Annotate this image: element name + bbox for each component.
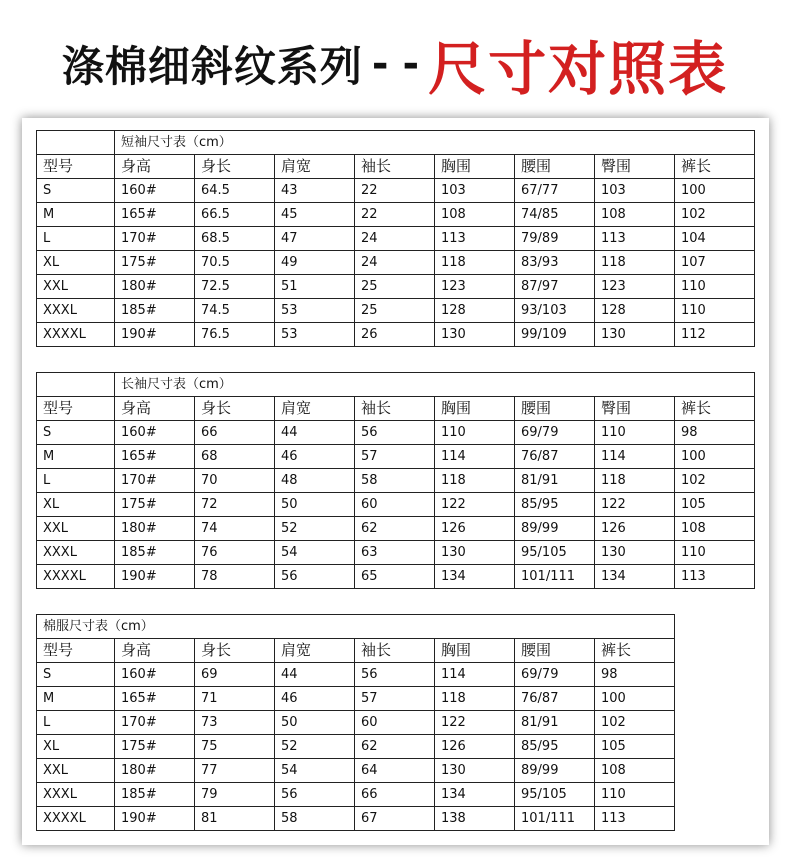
long-sleeve-table <box>36 372 755 589</box>
table-cell: 72.5 <box>195 275 275 299</box>
table-cell: 56 <box>355 663 435 687</box>
caption-spacer <box>37 131 115 155</box>
table-cell: 160# <box>115 179 195 203</box>
table-cell: 56 <box>355 421 435 445</box>
table-cell: 185# <box>115 299 195 323</box>
table-cell: 26 <box>355 323 435 347</box>
table-cell: 108 <box>675 517 755 541</box>
table-row <box>37 179 755 203</box>
table-cell: 105 <box>675 493 755 517</box>
column-header: 身高 <box>115 155 195 179</box>
column-header: 腰围 <box>515 397 595 421</box>
table-cell: 68 <box>195 445 275 469</box>
table-cell: 22 <box>355 179 435 203</box>
table-row <box>37 565 755 589</box>
size-code-cell: XXXL <box>37 541 115 565</box>
table-cell: 112 <box>675 323 755 347</box>
table-cell: 70 <box>195 469 275 493</box>
table-cell: 175# <box>115 493 195 517</box>
table-cell: 118 <box>595 469 675 493</box>
size-code-cell: S <box>37 421 115 445</box>
table-cell: 110 <box>595 783 675 807</box>
table-cell: 45 <box>275 203 355 227</box>
table-cell: 114 <box>595 445 675 469</box>
table-cell: 101/111 <box>515 565 595 589</box>
size-code-cell: XXXXL <box>37 807 115 831</box>
table-cell: 165# <box>115 203 195 227</box>
table-cell: 126 <box>595 517 675 541</box>
table-cell: 123 <box>435 275 515 299</box>
size-code-cell: XXL <box>37 517 115 541</box>
table-caption: 长袖尺寸表（cm） <box>115 373 755 397</box>
table-cell: 81/91 <box>515 711 595 735</box>
table-cell: 126 <box>435 517 515 541</box>
column-header: 身长 <box>195 397 275 421</box>
table-cell: 74/85 <box>515 203 595 227</box>
size-chart-card <box>22 118 769 845</box>
table-cell: 24 <box>355 227 435 251</box>
column-header: 肩宽 <box>275 155 355 179</box>
table-cell: 107 <box>675 251 755 275</box>
table-row <box>37 711 675 735</box>
table-cell: 108 <box>595 759 675 783</box>
table-cell: 98 <box>595 663 675 687</box>
table-cell: 134 <box>595 565 675 589</box>
table-cell: 64.5 <box>195 179 275 203</box>
table-cell: 66 <box>355 783 435 807</box>
table-body <box>37 663 675 831</box>
table-cell: 74 <box>195 517 275 541</box>
table-row <box>37 663 675 687</box>
table-cell: 95/105 <box>515 541 595 565</box>
column-header: 臀围 <box>595 397 675 421</box>
table-cell: 89/99 <box>515 759 595 783</box>
table-cell: 175# <box>115 735 195 759</box>
table-caption: 棉服尺寸表（cm） <box>37 615 675 639</box>
table-cell: 98 <box>675 421 755 445</box>
size-code-cell: XXL <box>37 759 115 783</box>
table-cell: 89/99 <box>515 517 595 541</box>
size-code-cell: M <box>37 445 115 469</box>
table-cell: 190# <box>115 807 195 831</box>
table-cell: 185# <box>115 541 195 565</box>
table-cell: 102 <box>595 711 675 735</box>
table-cell: 110 <box>675 541 755 565</box>
table-cell: 44 <box>275 421 355 445</box>
table-cell: 122 <box>435 711 515 735</box>
table-row <box>37 445 755 469</box>
column-header: 腰围 <box>515 639 595 663</box>
table-cell: 110 <box>675 275 755 299</box>
table-cell: 118 <box>435 251 515 275</box>
table-cell: 72 <box>195 493 275 517</box>
table-cell: 71 <box>195 687 275 711</box>
table-cell: 48 <box>275 469 355 493</box>
table-cell: 52 <box>275 517 355 541</box>
table-cell: 78 <box>195 565 275 589</box>
header-row <box>37 155 755 179</box>
table-cell: 60 <box>355 493 435 517</box>
table-cell: 122 <box>595 493 675 517</box>
title-series: 涤棉细斜纹系列 <box>61 42 363 91</box>
table-cell: 44 <box>275 663 355 687</box>
table-cell: 76 <box>195 541 275 565</box>
table-cell: 83/93 <box>515 251 595 275</box>
table-cell: 65 <box>355 565 435 589</box>
page-title <box>0 22 790 103</box>
cotton-coat-table <box>36 614 675 831</box>
table-cell: 123 <box>595 275 675 299</box>
size-code-cell: XL <box>37 735 115 759</box>
table-cell: 138 <box>435 807 515 831</box>
table-cell: 126 <box>435 735 515 759</box>
table-body <box>37 179 755 347</box>
table-cell: 69/79 <box>515 421 595 445</box>
table-cell: 110 <box>675 299 755 323</box>
table-cell: 67/77 <box>515 179 595 203</box>
table-cell: 99/109 <box>515 323 595 347</box>
table-cell: 56 <box>275 783 355 807</box>
table-caption: 短袖尺寸表（cm） <box>115 131 755 155</box>
table-cell: 104 <box>675 227 755 251</box>
size-code-cell: M <box>37 203 115 227</box>
table-cell: 130 <box>435 759 515 783</box>
size-code-cell: S <box>37 663 115 687</box>
table-cell: 46 <box>275 445 355 469</box>
table-cell: 110 <box>435 421 515 445</box>
table-cell: 180# <box>115 517 195 541</box>
table-row <box>37 807 675 831</box>
table-cell: 93/103 <box>515 299 595 323</box>
table-cell: 24 <box>355 251 435 275</box>
table-row <box>37 275 755 299</box>
table-cell: 190# <box>115 565 195 589</box>
short-sleeve-table <box>36 130 755 347</box>
table-cell: 64 <box>355 759 435 783</box>
size-code-cell: XXXL <box>37 299 115 323</box>
column-header: 肩宽 <box>275 397 355 421</box>
table-cell: 47 <box>275 227 355 251</box>
table-row <box>37 299 755 323</box>
table-cell: 118 <box>595 251 675 275</box>
table-cell: 95/105 <box>515 783 595 807</box>
table-cell: 53 <box>275 323 355 347</box>
table-cell: 100 <box>675 445 755 469</box>
table-cell: 25 <box>355 275 435 299</box>
table-cell: 76/87 <box>515 445 595 469</box>
table-cell: 69 <box>195 663 275 687</box>
caption-spacer <box>37 373 115 397</box>
column-header: 型号 <box>37 639 115 663</box>
table-cell: 62 <box>355 517 435 541</box>
table-cell: 101/111 <box>515 807 595 831</box>
table-cell: 160# <box>115 421 195 445</box>
table-cell: 67 <box>355 807 435 831</box>
table-cell: 100 <box>675 179 755 203</box>
table-cell: 85/95 <box>515 493 595 517</box>
size-code-cell: XL <box>37 251 115 275</box>
table-row <box>37 493 755 517</box>
table-cell: 85/95 <box>515 735 595 759</box>
size-code-cell: S <box>37 179 115 203</box>
size-code-cell: XL <box>37 493 115 517</box>
table-row <box>37 735 675 759</box>
table-cell: 130 <box>595 541 675 565</box>
table-cell: 79/89 <box>515 227 595 251</box>
table-cell: 128 <box>595 299 675 323</box>
table-cell: 102 <box>675 203 755 227</box>
table-cell: 57 <box>355 445 435 469</box>
table-cell: 50 <box>275 711 355 735</box>
table-cell: 53 <box>275 299 355 323</box>
size-code-cell: XXL <box>37 275 115 299</box>
table-cell: 77 <box>195 759 275 783</box>
table-cell: 74.5 <box>195 299 275 323</box>
table-cell: 134 <box>435 565 515 589</box>
table-row <box>37 687 675 711</box>
table-row <box>37 517 755 541</box>
table-cell: 22 <box>355 203 435 227</box>
column-header: 身高 <box>115 397 195 421</box>
column-header: 身长 <box>195 155 275 179</box>
table-cell: 76/87 <box>515 687 595 711</box>
table-cell: 81 <box>195 807 275 831</box>
table-body <box>37 421 755 589</box>
column-header: 身长 <box>195 639 275 663</box>
table-cell: 49 <box>275 251 355 275</box>
table-cell: 118 <box>435 687 515 711</box>
table-cell: 180# <box>115 275 195 299</box>
table-cell: 68.5 <box>195 227 275 251</box>
size-code-cell: L <box>37 469 115 493</box>
table-cell: 76.5 <box>195 323 275 347</box>
table-cell: 100 <box>595 687 675 711</box>
table-cell: 56 <box>275 565 355 589</box>
table-cell: 66 <box>195 421 275 445</box>
column-header: 肩宽 <box>275 639 355 663</box>
table-cell: 46 <box>275 687 355 711</box>
column-header: 胸围 <box>435 639 515 663</box>
table-cell: 170# <box>115 711 195 735</box>
table-row <box>37 203 755 227</box>
table-cell: 87/97 <box>515 275 595 299</box>
table-cell: 60 <box>355 711 435 735</box>
table-cell: 130 <box>435 323 515 347</box>
table-cell: 160# <box>115 663 195 687</box>
table-cell: 52 <box>275 735 355 759</box>
column-header: 身高 <box>115 639 195 663</box>
table-cell: 113 <box>675 565 755 589</box>
column-header: 袖长 <box>355 639 435 663</box>
table-cell: 51 <box>275 275 355 299</box>
size-code-cell: XXXXL <box>37 323 115 347</box>
header-row <box>37 639 675 663</box>
table-cell: 25 <box>355 299 435 323</box>
table-cell: 128 <box>435 299 515 323</box>
table-row <box>37 469 755 493</box>
size-code-cell: XXXXL <box>37 565 115 589</box>
size-code-cell: M <box>37 687 115 711</box>
table-cell: 134 <box>435 783 515 807</box>
table-cell: 185# <box>115 783 195 807</box>
table-cell: 75 <box>195 735 275 759</box>
table-cell: 113 <box>595 807 675 831</box>
table-row <box>37 251 755 275</box>
table-cell: 50 <box>275 493 355 517</box>
table-cell: 66.5 <box>195 203 275 227</box>
table-cell: 69/79 <box>515 663 595 687</box>
table-row <box>37 323 755 347</box>
table-cell: 105 <box>595 735 675 759</box>
table-cell: 165# <box>115 445 195 469</box>
table-cell: 103 <box>595 179 675 203</box>
column-header: 型号 <box>37 155 115 179</box>
column-header: 裤长 <box>675 397 755 421</box>
table-cell: 62 <box>355 735 435 759</box>
table-cell: 79 <box>195 783 275 807</box>
table-cell: 73 <box>195 711 275 735</box>
table-row <box>37 759 675 783</box>
table-cell: 170# <box>115 227 195 251</box>
table-cell: 170# <box>115 469 195 493</box>
column-header: 袖长 <box>355 155 435 179</box>
size-code-cell: XXXL <box>37 783 115 807</box>
table-row <box>37 421 755 445</box>
table-cell: 175# <box>115 251 195 275</box>
table-cell: 130 <box>435 541 515 565</box>
header-row <box>37 397 755 421</box>
column-header: 袖长 <box>355 397 435 421</box>
table-cell: 81/91 <box>515 469 595 493</box>
table-cell: 114 <box>435 663 515 687</box>
table-cell: 110 <box>595 421 675 445</box>
table-row <box>37 541 755 565</box>
column-header: 裤长 <box>595 639 675 663</box>
table-cell: 180# <box>115 759 195 783</box>
table-cell: 43 <box>275 179 355 203</box>
table-cell: 130 <box>595 323 675 347</box>
table-cell: 118 <box>435 469 515 493</box>
column-header: 裤长 <box>675 155 755 179</box>
column-header: 腰围 <box>515 155 595 179</box>
table-cell: 165# <box>115 687 195 711</box>
table-cell: 58 <box>355 469 435 493</box>
column-header: 胸围 <box>435 155 515 179</box>
table-cell: 122 <box>435 493 515 517</box>
table-cell: 190# <box>115 323 195 347</box>
title-separator: - - <box>371 41 420 87</box>
table-cell: 54 <box>275 541 355 565</box>
column-header: 臀围 <box>595 155 675 179</box>
table-cell: 57 <box>355 687 435 711</box>
table-cell: 63 <box>355 541 435 565</box>
column-header: 型号 <box>37 397 115 421</box>
table-cell: 103 <box>435 179 515 203</box>
table-cell: 114 <box>435 445 515 469</box>
size-code-cell: L <box>37 227 115 251</box>
size-code-cell: L <box>37 711 115 735</box>
title-size-chart: 尺寸对照表 <box>428 35 729 103</box>
table-row <box>37 227 755 251</box>
table-cell: 108 <box>595 203 675 227</box>
table-cell: 70.5 <box>195 251 275 275</box>
table-cell: 113 <box>435 227 515 251</box>
table-cell: 113 <box>595 227 675 251</box>
column-header: 胸围 <box>435 397 515 421</box>
table-cell: 108 <box>435 203 515 227</box>
table-cell: 58 <box>275 807 355 831</box>
table-cell: 54 <box>275 759 355 783</box>
table-cell: 102 <box>675 469 755 493</box>
table-row <box>37 783 675 807</box>
